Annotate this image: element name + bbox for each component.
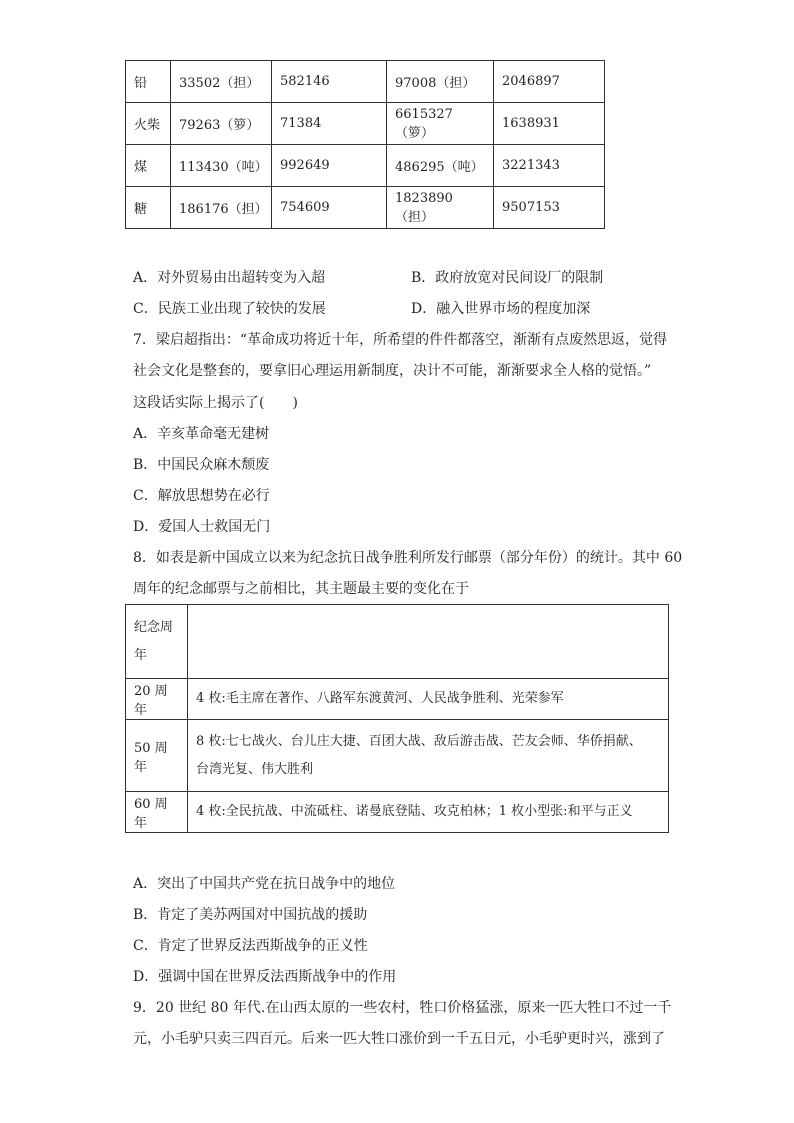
table-cell: 火柴 bbox=[126, 103, 171, 145]
table-row bbox=[126, 145, 605, 187]
q8-option-b[interactable]: B．肯定了美苏两国对中国抗战的援助 bbox=[133, 907, 368, 923]
table-header-row bbox=[126, 605, 669, 679]
q6-option-d[interactable]: D．融入世界市场的程度加深 bbox=[411, 301, 591, 317]
table-cell: 60 周年 bbox=[126, 792, 188, 833]
q7-stem-line-1: 7．梁启超指出：“革命成功将近十年，所希望的件件都落空，渐渐有点废然思返，觉得 bbox=[133, 332, 668, 348]
header-cell bbox=[126, 605, 188, 679]
table-cell: 486295（吨） bbox=[387, 145, 494, 187]
table-cell: 9507153 bbox=[494, 187, 605, 229]
q8-stem-line-1: 8．如表是新中国成立以来为纪念抗日战争胜利所发行邮票（部分年份）的统计。其中 60 bbox=[133, 550, 683, 566]
table-cell: 4 枚:全民抗战、中流砥柱、诺曼底登陆、攻克柏林；1 枚小型张:和平与正义 bbox=[188, 792, 669, 833]
table-cell: 992649 bbox=[272, 145, 387, 187]
q6-option-c[interactable]: C．民族工业出现了较快的发展 bbox=[133, 301, 326, 317]
header-key-line-2: 年 bbox=[134, 647, 148, 663]
q9-stem-line-2: 元，小毛驴只卖三四百元。后来一匹大牲口涨价到一千五日元，小毛驴更时兴，涨到了 bbox=[133, 1031, 665, 1047]
table-row bbox=[126, 679, 669, 720]
trade-table bbox=[125, 60, 605, 229]
table-cell: 71384 bbox=[272, 103, 387, 145]
table-row bbox=[126, 792, 669, 833]
q6-option-a[interactable]: A．对外贸易由出超转变为入超 bbox=[133, 270, 326, 286]
table-cell: 2046897 bbox=[494, 61, 605, 103]
stamp-table bbox=[125, 604, 669, 833]
table-cell: 97008（担） bbox=[387, 61, 494, 103]
header-key-line-1: 纪念周 bbox=[134, 619, 174, 635]
cell-line: 8 枚:七七战火、台儿庄大捷、百团大战、敌后游击战、芒友会师、华侨捐献、 bbox=[196, 733, 642, 749]
table-cell: 33502（担） bbox=[171, 61, 272, 103]
table-cell: 186176（担） bbox=[171, 187, 272, 229]
table-cell: 582146 bbox=[272, 61, 387, 103]
table-cell: 煤 bbox=[126, 145, 171, 187]
table-cell: 3221343 bbox=[494, 145, 605, 187]
table-cell: 铅 bbox=[126, 61, 171, 103]
q7-stem-line-2: 社会文化是整套的，要拿旧心理运用新制度，决计不可能，渐渐要求全人格的觉悟。” bbox=[133, 363, 652, 379]
q7-option-c[interactable]: C．解放思想势在必行 bbox=[133, 488, 270, 504]
q8-option-a[interactable]: A．突出了中国共产党在抗日战争中的地位 bbox=[133, 876, 396, 892]
table-cell: 79263（箩） bbox=[171, 103, 272, 145]
table-row bbox=[126, 103, 605, 145]
table-cell: 113430（吨） bbox=[171, 145, 272, 187]
q7-option-b[interactable]: B．中国民众麻木颓废 bbox=[133, 457, 270, 473]
q6-option-b[interactable]: B．政府放宽对民间设厂的限制 bbox=[411, 270, 604, 286]
cell-line: 台湾光复、伟大胜利 bbox=[196, 761, 314, 777]
q8-stem-line-2: 周年的纪念邮票与之前相比，其主题最主要的变化在于 bbox=[133, 581, 469, 597]
q7-stem-line-3: 这段话实际上揭示了( ) bbox=[133, 395, 298, 411]
table-cell: 20 周年 bbox=[126, 679, 188, 720]
q8-option-d[interactable]: D．强调中国在世界反法西斯战争中的作用 bbox=[133, 969, 397, 985]
q7-option-a[interactable]: A．辛亥革命毫无建树 bbox=[133, 426, 270, 442]
table-row bbox=[126, 187, 605, 229]
table-cell: 糖 bbox=[126, 187, 171, 229]
q9-stem-line-1: 9．20 世纪 80 年代.在山西太原的一些农村，牲口价格猛涨，原来一匹大牲口不过一千 bbox=[133, 1000, 672, 1016]
table-cell bbox=[188, 720, 669, 792]
table-cell: 1638931 bbox=[494, 103, 605, 145]
table-cell: 754609 bbox=[272, 187, 387, 229]
q7-option-d[interactable]: D．爱国人士救国无门 bbox=[133, 519, 271, 535]
table-row bbox=[126, 61, 605, 103]
table-cell: 1823890（担） bbox=[387, 187, 494, 229]
table-row bbox=[126, 720, 669, 792]
table-cell: 6615327（箩） bbox=[387, 103, 494, 145]
table-cell: 4 枚:毛主席在著作、八路军东渡黄河、人民战争胜利、光荣参军 bbox=[188, 679, 669, 720]
q8-option-c[interactable]: C．肯定了世界反法西斯战争的正义性 bbox=[133, 938, 368, 954]
table-cell: 50 周年 bbox=[126, 720, 188, 792]
header-value-cell bbox=[188, 605, 669, 679]
